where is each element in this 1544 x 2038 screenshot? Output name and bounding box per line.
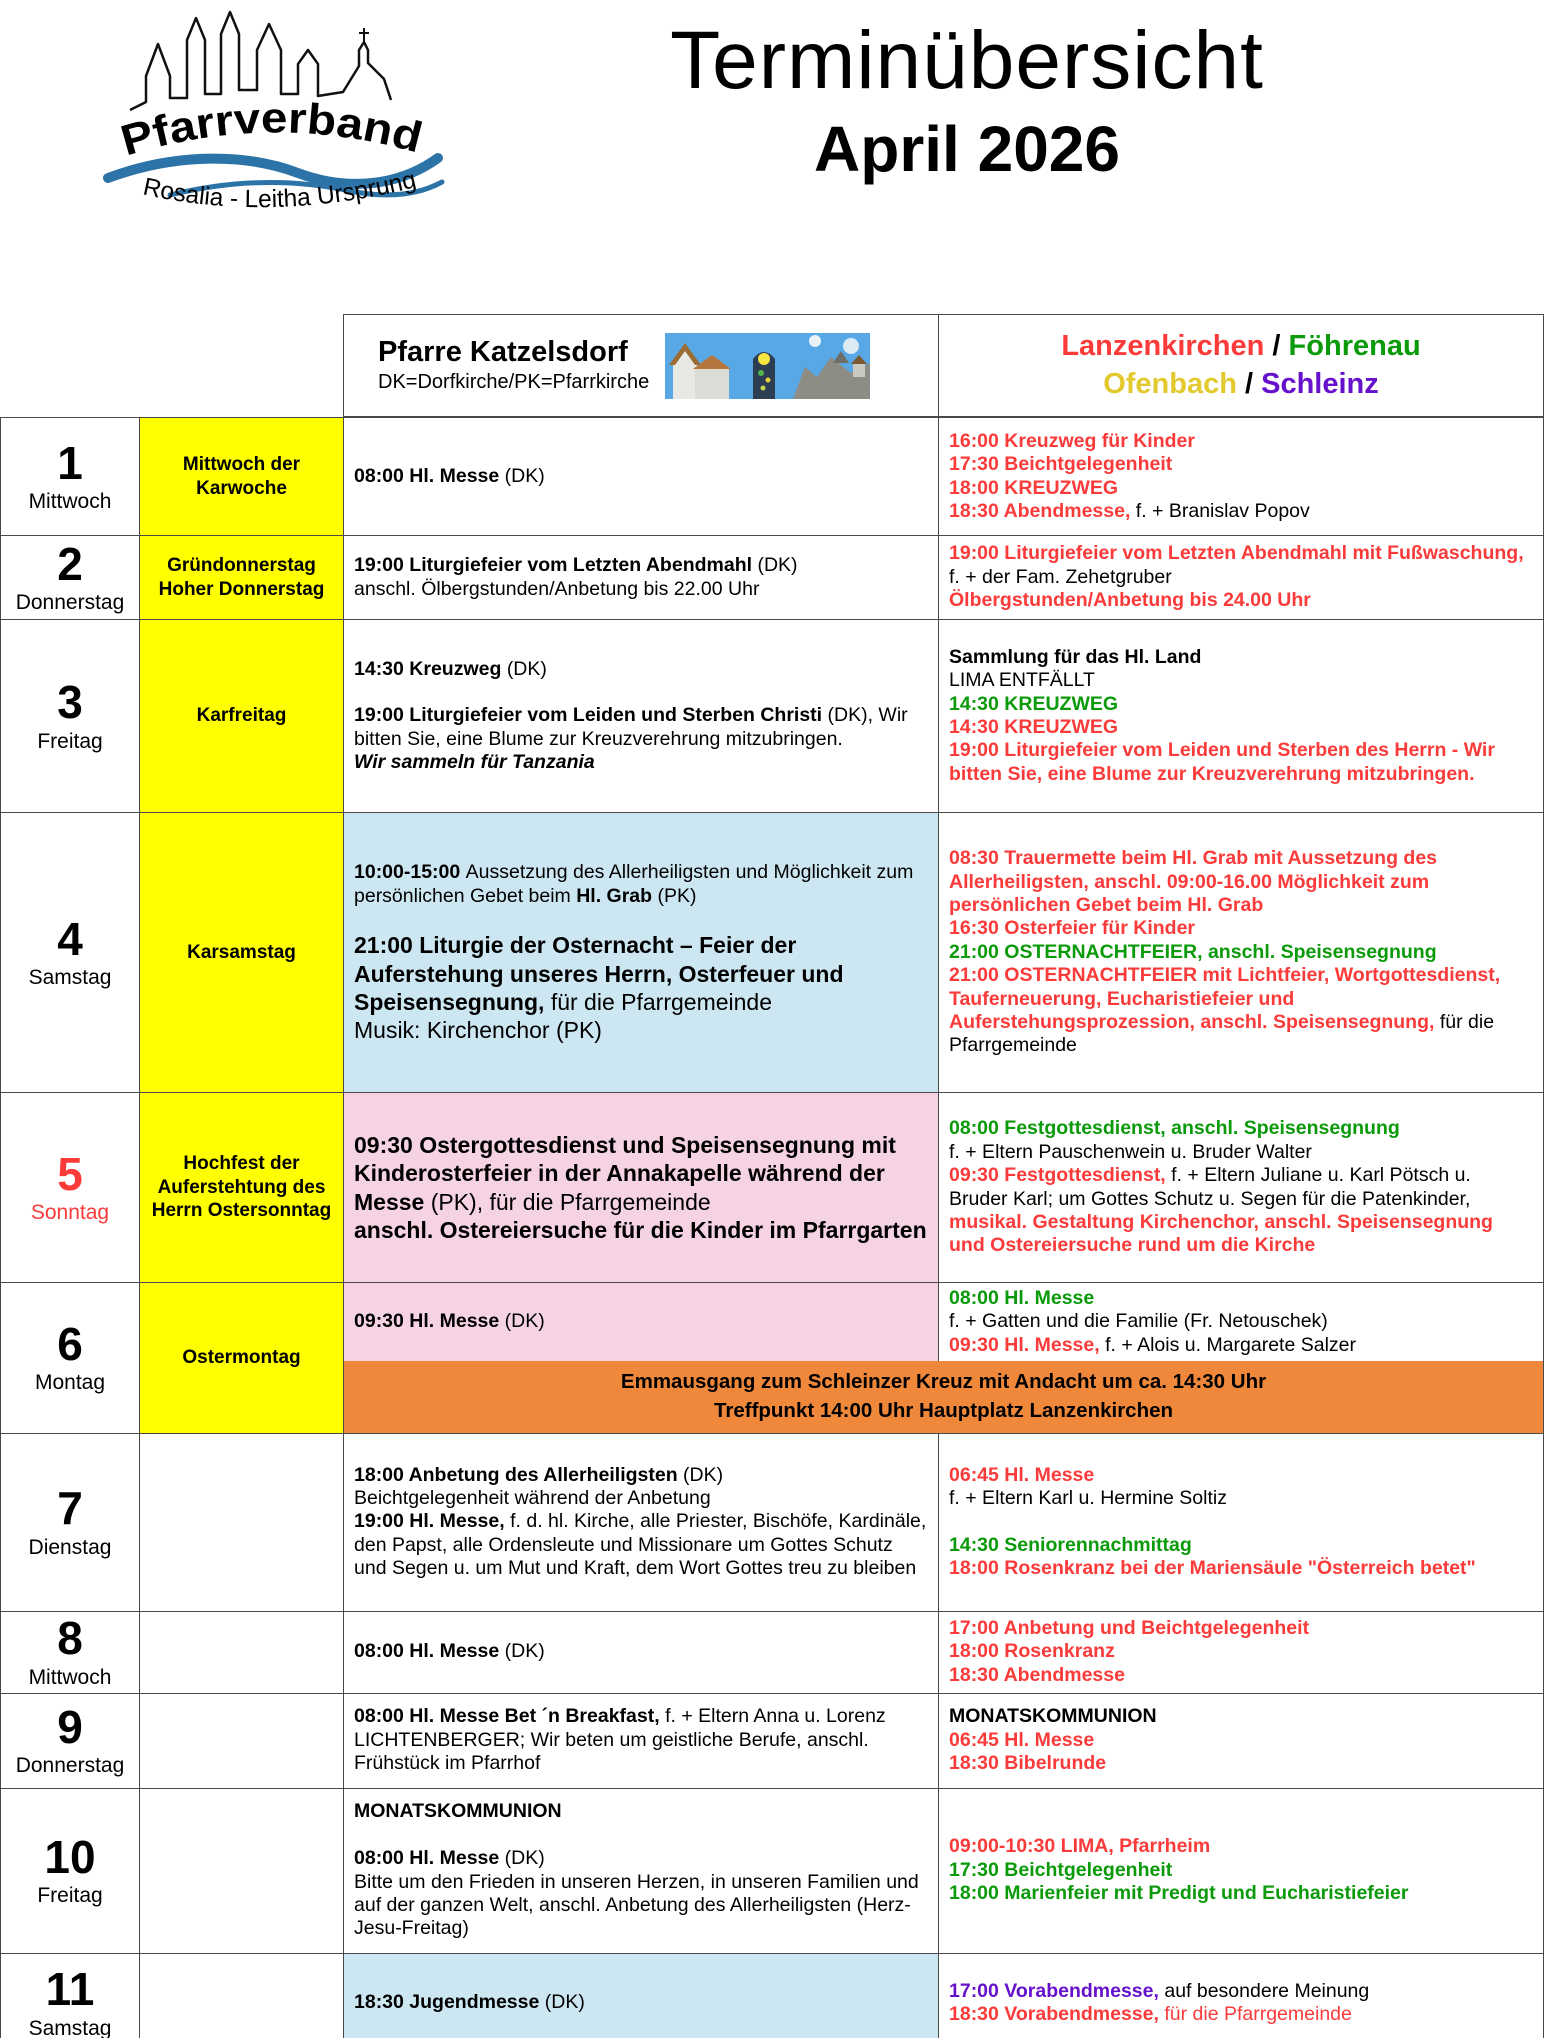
event-text: 21:00 OSTERNACHTFEIER mit Lichtfeier, Wortgottesdienst, Tauferneuerung, Eucharistiefeier und Auferstehungsprozession, anschl. Speisensegnung, xyxy=(949,964,1501,1033)
event-text: (DK) xyxy=(683,1463,724,1486)
katzelsdorf-events xyxy=(344,813,939,1092)
lanzenkirchen-events xyxy=(939,1612,1543,1693)
feast-label: Gründonnerstag Hoher Donnerstag xyxy=(140,536,344,619)
event-line xyxy=(354,1824,928,1847)
logo-subtitle: Rosalia - Leitha Ursprung xyxy=(140,165,419,214)
event-text: 19:00 Liturgiefeier vom Leiden und Sterben des Herrn - Wir bitten Sie, eine Blume zur Kreuzverehrung mitzubringen. xyxy=(949,739,1495,785)
event-text: 14:30 Seniorennachmittag xyxy=(949,1533,1192,1556)
event-text: 18:00 Rosenkranz xyxy=(949,1640,1115,1663)
event-text: Musik: Kirchenchor (PK) xyxy=(354,1016,602,1043)
event-text: 18:30 Abendmesse, xyxy=(949,499,1136,522)
event-line xyxy=(354,554,928,577)
event-text: f. + Eltern Juliane u. Karl Pötsch u. Bruder Karl; um Gottes Schutz u. Segen für die Patenkinder, xyxy=(949,1164,1471,1210)
event-line xyxy=(354,465,928,488)
day-number: 11 xyxy=(45,1963,95,2016)
event-text: 09:30 Ostergottesdienst und Speisensegnung mit Kinderosterfeier in der Annakapelle während der Messe xyxy=(354,1132,896,1215)
event-line xyxy=(949,1510,1533,1533)
katzelsdorf-header xyxy=(344,315,939,416)
event-text: musikal. Gestaltung Kirchenchor, anschl. Speisensegnung und Ostereiersuche rund um die Kirche xyxy=(949,1210,1493,1257)
calendar-row-2 xyxy=(1,535,1543,619)
event-text: f. + Eltern Karl u. Hermine Soltiz xyxy=(949,1486,1227,1509)
parish-name: Lanzenkirchen xyxy=(1061,329,1265,362)
event-text: 18:00 Rosenkranz bei der Mariensäule "Österreich betet" xyxy=(949,1557,1476,1580)
event-line xyxy=(354,751,928,774)
event-line xyxy=(949,669,1533,692)
event-text: 08:00 Hl. Messe Bet ´n Breakfast, xyxy=(354,1705,666,1728)
parish-name: Föhrenau xyxy=(1288,329,1421,362)
lanzenkirchen-events xyxy=(939,1694,1543,1788)
event-line xyxy=(949,693,1533,716)
event-line xyxy=(949,941,1533,964)
emmaus-banner xyxy=(344,1361,1543,1432)
event-line xyxy=(949,1334,1533,1357)
event-text: 16:00 Kreuzweg für Kinder xyxy=(949,429,1195,452)
event-text: Sammlung für das Hl. Land xyxy=(949,645,1202,668)
church-photo xyxy=(665,333,870,399)
event-text: f. d. hl. Kirche, alle Priester, Bischöfe, Kardinäle, den Papst, alle Ordensleute und Missionare um Gottes Schutz und Segen u. um Mut und Kraft, dem Wort Gottes treu zu bleiben xyxy=(354,1510,927,1580)
event-line xyxy=(354,1510,928,1580)
event-text: Hl. Grab xyxy=(576,884,653,907)
event-text: 09:30 Hl. Messe xyxy=(354,1310,505,1333)
event-line xyxy=(949,1464,1533,1487)
event-line xyxy=(949,1117,1533,1140)
event-line xyxy=(949,1534,1533,1557)
banner-line: Treffpunkt 14:00 Uhr Hauptplatz Lanzenkirchen xyxy=(713,1398,1174,1422)
event-line xyxy=(949,589,1533,612)
event-text: MONATSKOMMUNION xyxy=(949,1705,1157,1728)
event-line xyxy=(354,1871,928,1941)
row-right-top xyxy=(344,1283,1543,1361)
feast-label: Karfreitag xyxy=(140,620,344,812)
calendar-row-3 xyxy=(1,619,1543,812)
weekday-label: Donnerstag xyxy=(15,591,125,615)
logo-wrap xyxy=(0,6,470,232)
event-text: (DK) xyxy=(544,1991,585,2014)
parish-name: Schleinz xyxy=(1261,367,1379,400)
day-number: 4 xyxy=(57,912,83,965)
event-text: f. + Eltern Anna u. Lorenz LICHTENBERGER; Wir beten um geistliche Berufe, anschl. Frühstück im Pfarrhof xyxy=(354,1705,886,1775)
weekday-label: Freitag xyxy=(37,729,103,753)
event-text: 17:30 Beichtgelegenheit xyxy=(949,1858,1173,1881)
event-line xyxy=(354,1640,928,1663)
event-line xyxy=(354,1487,928,1510)
event-line xyxy=(949,917,1533,940)
event-line xyxy=(949,1287,1533,1310)
event-text: auf besondere Meinung xyxy=(1164,1979,1370,2002)
banner-line: Emmausgang zum Schleinzer Kreuz mit Andacht um ca. 14:30 Uhr xyxy=(620,1370,1267,1394)
event-line xyxy=(949,1729,1533,1752)
event-text: (DK), Wir bitten Sie, eine Blume zur Kreuzverehrung mitzubringen. xyxy=(354,704,908,750)
day-cell xyxy=(1,1093,140,1282)
event-text: (DK) xyxy=(504,1847,545,1870)
lanzenkirchen-events xyxy=(939,1789,1543,1953)
weekday-label: Mittwoch xyxy=(28,1665,112,1689)
event-text: 14:30 KREUZWEG xyxy=(949,716,1119,738)
event-text: Bitte um den Frieden in unseren Herzen, in unseren Familien und auf der ganzen Welt, anschl. Anbetung des Allerheiligsten (Herz-Jesu-Freitag) xyxy=(354,1870,919,1940)
feast-label: Mittwoch der Karwoche xyxy=(140,418,344,535)
event-line xyxy=(354,1800,928,1823)
event-text: Wir sammeln für Tanzania xyxy=(354,751,595,774)
katzelsdorf-events xyxy=(344,536,939,619)
calendar-row-6 xyxy=(1,1282,1543,1433)
event-line xyxy=(949,1310,1533,1333)
day-number: 8 xyxy=(57,1612,83,1665)
weekday-label: Dienstag xyxy=(28,1535,112,1559)
event-line xyxy=(949,1617,1533,1640)
event-text: 06:45 Hl. Messe xyxy=(949,1728,1095,1751)
event-text: LIMA ENTFÄLLT xyxy=(949,669,1095,692)
event-line xyxy=(354,1705,928,1775)
day-number: 6 xyxy=(57,1318,83,1371)
parish-names xyxy=(939,315,1543,416)
event-text: 09:30 Festgottesdienst, xyxy=(949,1164,1172,1187)
day-number: 10 xyxy=(44,1830,96,1883)
event-line xyxy=(949,453,1533,476)
event-line xyxy=(354,1216,928,1244)
calendar-row-11 xyxy=(1,1953,1543,2038)
event-line xyxy=(949,500,1533,523)
event-line xyxy=(354,1991,928,2014)
feast-label xyxy=(140,1789,344,1953)
weekday-label: Mittwoch xyxy=(28,490,112,514)
event-text: 14:30 Kreuzweg xyxy=(354,657,507,680)
weekday-label: Freitag xyxy=(37,1884,103,1908)
feast-label xyxy=(140,1612,344,1693)
svg-text:Pfarrverband xyxy=(116,94,427,165)
parish-name: / xyxy=(1236,367,1262,400)
event-line xyxy=(949,716,1533,739)
event-text: f. + Gatten und die Familie (Fr. Netouschek) xyxy=(949,1310,1328,1333)
event-text: 21:00 OSTERNACHTFEIER, anschl. Speisensegnung xyxy=(949,940,1437,963)
event-text: 14:30 KREUZWEG xyxy=(949,692,1119,715)
event-text: für die Pfarrgemeinde xyxy=(544,988,773,1015)
event-line xyxy=(949,430,1533,453)
event-line xyxy=(949,1705,1533,1728)
event-line xyxy=(949,1859,1533,1882)
feast-label xyxy=(140,1694,344,1788)
day-cell xyxy=(1,1612,140,1693)
feast-label xyxy=(140,1434,344,1611)
event-line xyxy=(949,1664,1533,1687)
katzelsdorf-events xyxy=(344,1612,939,1693)
katzelsdorf-events xyxy=(344,418,939,535)
event-text: (PK) xyxy=(652,884,697,907)
katzelsdorf-events xyxy=(344,1283,939,1361)
event-text: 19:00 Liturgiefeier vom Letzten Abendmahl mit Fußwaschung, xyxy=(949,542,1524,565)
parish-line xyxy=(939,366,1543,404)
event-line xyxy=(354,861,928,908)
event-line xyxy=(949,739,1533,786)
row-right-wrap xyxy=(344,1283,1543,1433)
event-line xyxy=(949,1487,1533,1510)
event-text: 18:00 KREUZWEG xyxy=(949,476,1119,499)
parish-name: / xyxy=(1264,329,1289,362)
day-cell xyxy=(1,1789,140,1953)
katzelsdorf-events xyxy=(344,1694,939,1788)
event-line xyxy=(949,1752,1533,1775)
calendar-row-1 xyxy=(1,417,1543,535)
event-text: 18:30 Abendmesse xyxy=(949,1663,1125,1686)
event-text: 17:30 Beichtgelegenheit xyxy=(949,453,1173,476)
feast-label: Hochfest der Auferstehtung des Herrn Ostersonntag xyxy=(140,1093,344,1282)
lanzenkirchen-events xyxy=(939,1283,1543,1361)
lanzenkirchen-events xyxy=(939,418,1543,535)
event-line xyxy=(354,1847,928,1870)
event-line xyxy=(354,658,928,681)
event-text: 08:30 Trauermette beim Hl. Grab mit Aussetzung des Allerheiligsten, anschl. 09:00-16.00 Möglichkeit zum persönlichen Gebet beim Hl. Grab xyxy=(949,847,1438,917)
svg-text:Rosalia - Leitha Ursprung xyxy=(141,165,419,213)
event-text: (DK) xyxy=(504,1310,545,1333)
event-text: 10:00-15:00 xyxy=(354,861,466,884)
day-number: 5 xyxy=(57,1147,83,1200)
event-line xyxy=(354,931,928,1015)
pfarrverband-logo xyxy=(100,6,445,226)
page-header xyxy=(0,0,1544,232)
day-number: 7 xyxy=(57,1482,83,1535)
day-cell xyxy=(1,1283,140,1433)
event-text: Ölbergstunden/Anbetung bis 24.00 Uhr xyxy=(949,589,1311,612)
calendar-row-10 xyxy=(1,1788,1543,1953)
lanzenkirchen-events xyxy=(939,1093,1543,1282)
page-title: Terminübersicht xyxy=(670,15,1264,106)
event-text: f. + der Fam. Zehetgruber xyxy=(949,565,1172,588)
event-line xyxy=(949,646,1533,669)
lanzenkirchen-events xyxy=(939,813,1543,1092)
event-text: für die Pfarrgemeinde xyxy=(1164,2003,1352,2026)
event-text: (DK) xyxy=(504,1640,545,1663)
parish-line xyxy=(939,328,1543,366)
lanzenkirchen-events xyxy=(939,620,1543,812)
weekday-label: Samstag xyxy=(28,2016,112,2038)
event-text: 09:30 Hl. Messe, xyxy=(949,1333,1106,1356)
katzelsdorf-events xyxy=(344,1093,939,1282)
weekday-label: Donnerstag xyxy=(15,1754,125,1778)
day-cell xyxy=(1,418,140,535)
event-text: Aussetzung des Allerheiligsten und Möglichkeit zum persönlichen Gebet beim xyxy=(354,861,914,907)
event-line xyxy=(949,964,1533,1058)
day-number: 9 xyxy=(57,1700,83,1753)
calendar-row-4 xyxy=(1,812,1543,1092)
event-line xyxy=(949,847,1533,917)
katzelsdorf-legend: DK=Dorfkirche/PK=Pfarrkirche xyxy=(378,371,650,394)
event-text: 16:30 Osterfeier für Kinder xyxy=(949,917,1196,940)
katzelsdorf-events xyxy=(344,1789,939,1953)
event-text: 06:45 Hl. Messe xyxy=(949,1463,1095,1486)
lanzenkirchen-events xyxy=(939,536,1543,619)
weekday-label: Montag xyxy=(34,1371,106,1395)
event-line xyxy=(354,908,928,931)
day-cell xyxy=(1,813,140,1092)
event-line xyxy=(949,477,1533,500)
event-line xyxy=(354,704,928,751)
day-cell xyxy=(1,620,140,812)
day-cell xyxy=(1,1694,140,1788)
event-text: f. + Branislav Popov xyxy=(1135,499,1310,522)
lanzenkirchen-events xyxy=(939,1954,1543,2038)
event-text: 19:00 Liturgiefeier vom Leiden und Sterben Christi xyxy=(354,704,828,727)
event-text: anschl. Ölbergstunden/Anbetung bis 22.00 Uhr xyxy=(354,577,760,600)
calendar-row-5 xyxy=(1,1092,1543,1282)
day-cell xyxy=(1,536,140,619)
day-number: 3 xyxy=(57,676,83,729)
lanzenkirchen-events xyxy=(939,1434,1543,1611)
event-line xyxy=(354,1464,928,1487)
event-line xyxy=(949,1882,1533,1905)
event-text: Beichtgelegenheit während der Anbetung xyxy=(354,1486,711,1509)
event-line xyxy=(949,1835,1533,1858)
event-text: (DK) xyxy=(504,464,545,487)
day-cell xyxy=(1,1954,140,2038)
feast-label: Ostermontag xyxy=(140,1283,344,1433)
month-title: April 2026 xyxy=(814,113,1120,185)
event-text: 17:00 Vorabendmesse, xyxy=(949,1979,1165,2002)
event-text: f. + Alois u. Margarete Salzer xyxy=(1105,1333,1357,1356)
calendar-row-8 xyxy=(1,1611,1543,1693)
event-text: (PK), für die Pfarrgemeinde xyxy=(424,1188,711,1215)
event-text: 18:00 Anbetung des Allerheiligsten xyxy=(354,1463,684,1486)
feast-label xyxy=(140,1954,344,2038)
day-cell xyxy=(1,1434,140,1611)
katzelsdorf-events xyxy=(344,620,939,812)
event-text: 18:30 Bibelrunde xyxy=(949,1752,1107,1775)
titles xyxy=(470,6,1544,232)
event-text: für die Pfarrgemeinde xyxy=(949,1010,1495,1057)
event-text: 18:30 Vorabendmesse, xyxy=(949,2003,1165,2026)
event-line xyxy=(354,1016,928,1044)
event-text: 09:00-10:30 LIMA, Pfarrheim xyxy=(949,1835,1211,1858)
event-text: 19:00 Liturgiefeier vom Letzten Abendmahl xyxy=(354,554,758,577)
parish-header xyxy=(343,314,1544,417)
event-text: 08:00 Hl. Messe xyxy=(949,1287,1095,1309)
katzelsdorf-events xyxy=(344,1954,939,2038)
event-line xyxy=(354,578,928,601)
event-line xyxy=(949,1141,1533,1164)
event-line xyxy=(949,1164,1533,1258)
calendar-row-9 xyxy=(1,1693,1543,1788)
calendar-body xyxy=(0,417,1544,2038)
event-text: 19:00 Hl. Messe, xyxy=(354,1510,511,1533)
katzelsdorf-events xyxy=(344,1434,939,1611)
katzelsdorf-header-text xyxy=(378,337,649,395)
event-text: (DK) xyxy=(506,657,547,680)
logo-title: Pfarrverband xyxy=(115,94,425,166)
event-line xyxy=(949,2003,1533,2026)
weekday-label: Samstag xyxy=(28,966,112,990)
feast-label: Karsamstag xyxy=(140,813,344,1092)
event-text: 08:00 Hl. Messe xyxy=(354,1847,505,1870)
event-line xyxy=(949,1980,1533,2003)
event-text: 08:00 Hl. Messe xyxy=(354,1640,505,1663)
event-text: 08:00 Hl. Messe xyxy=(354,464,505,487)
parish-name: Ofenbach xyxy=(1103,367,1237,400)
event-text: (DK) xyxy=(757,554,798,577)
event-line xyxy=(949,542,1533,589)
weekday-label: Sonntag xyxy=(30,1201,110,1225)
event-line xyxy=(354,1310,928,1333)
calendar-row-7 xyxy=(1,1433,1543,1611)
katzelsdorf-title: Pfarre Katzelsdorf xyxy=(378,335,628,368)
event-text: f. + Eltern Pauschenwein u. Bruder Walter xyxy=(949,1140,1312,1163)
event-line xyxy=(354,681,928,704)
day-number: 1 xyxy=(57,436,83,489)
day-number: 2 xyxy=(57,537,83,590)
event-text: 21:00 Liturgie der Osternacht – Feier der Auferstehung unseres Herrn, Osterfeuer und Speisensegnung, xyxy=(354,932,844,1015)
event-line xyxy=(949,1640,1533,1663)
church-skyline-icon xyxy=(130,12,391,110)
event-text: 18:00 Marienfeier mit Predigt und Eucharistiefeier xyxy=(949,1882,1409,1905)
event-text: MONATSKOMMUNION xyxy=(354,1800,562,1823)
event-line xyxy=(354,1131,928,1215)
event-line xyxy=(949,1557,1533,1580)
event-text: 17:00 Anbetung und Beichtgelegenheit xyxy=(949,1616,1310,1639)
event-text: anschl. Ostereiersuche für die Kinder im Pfarrgarten xyxy=(354,1216,927,1243)
event-text: 18:30 Jugendmesse xyxy=(354,1991,545,2014)
event-text: 08:00 Festgottesdienst, anschl. Speisensegnung xyxy=(949,1117,1400,1140)
